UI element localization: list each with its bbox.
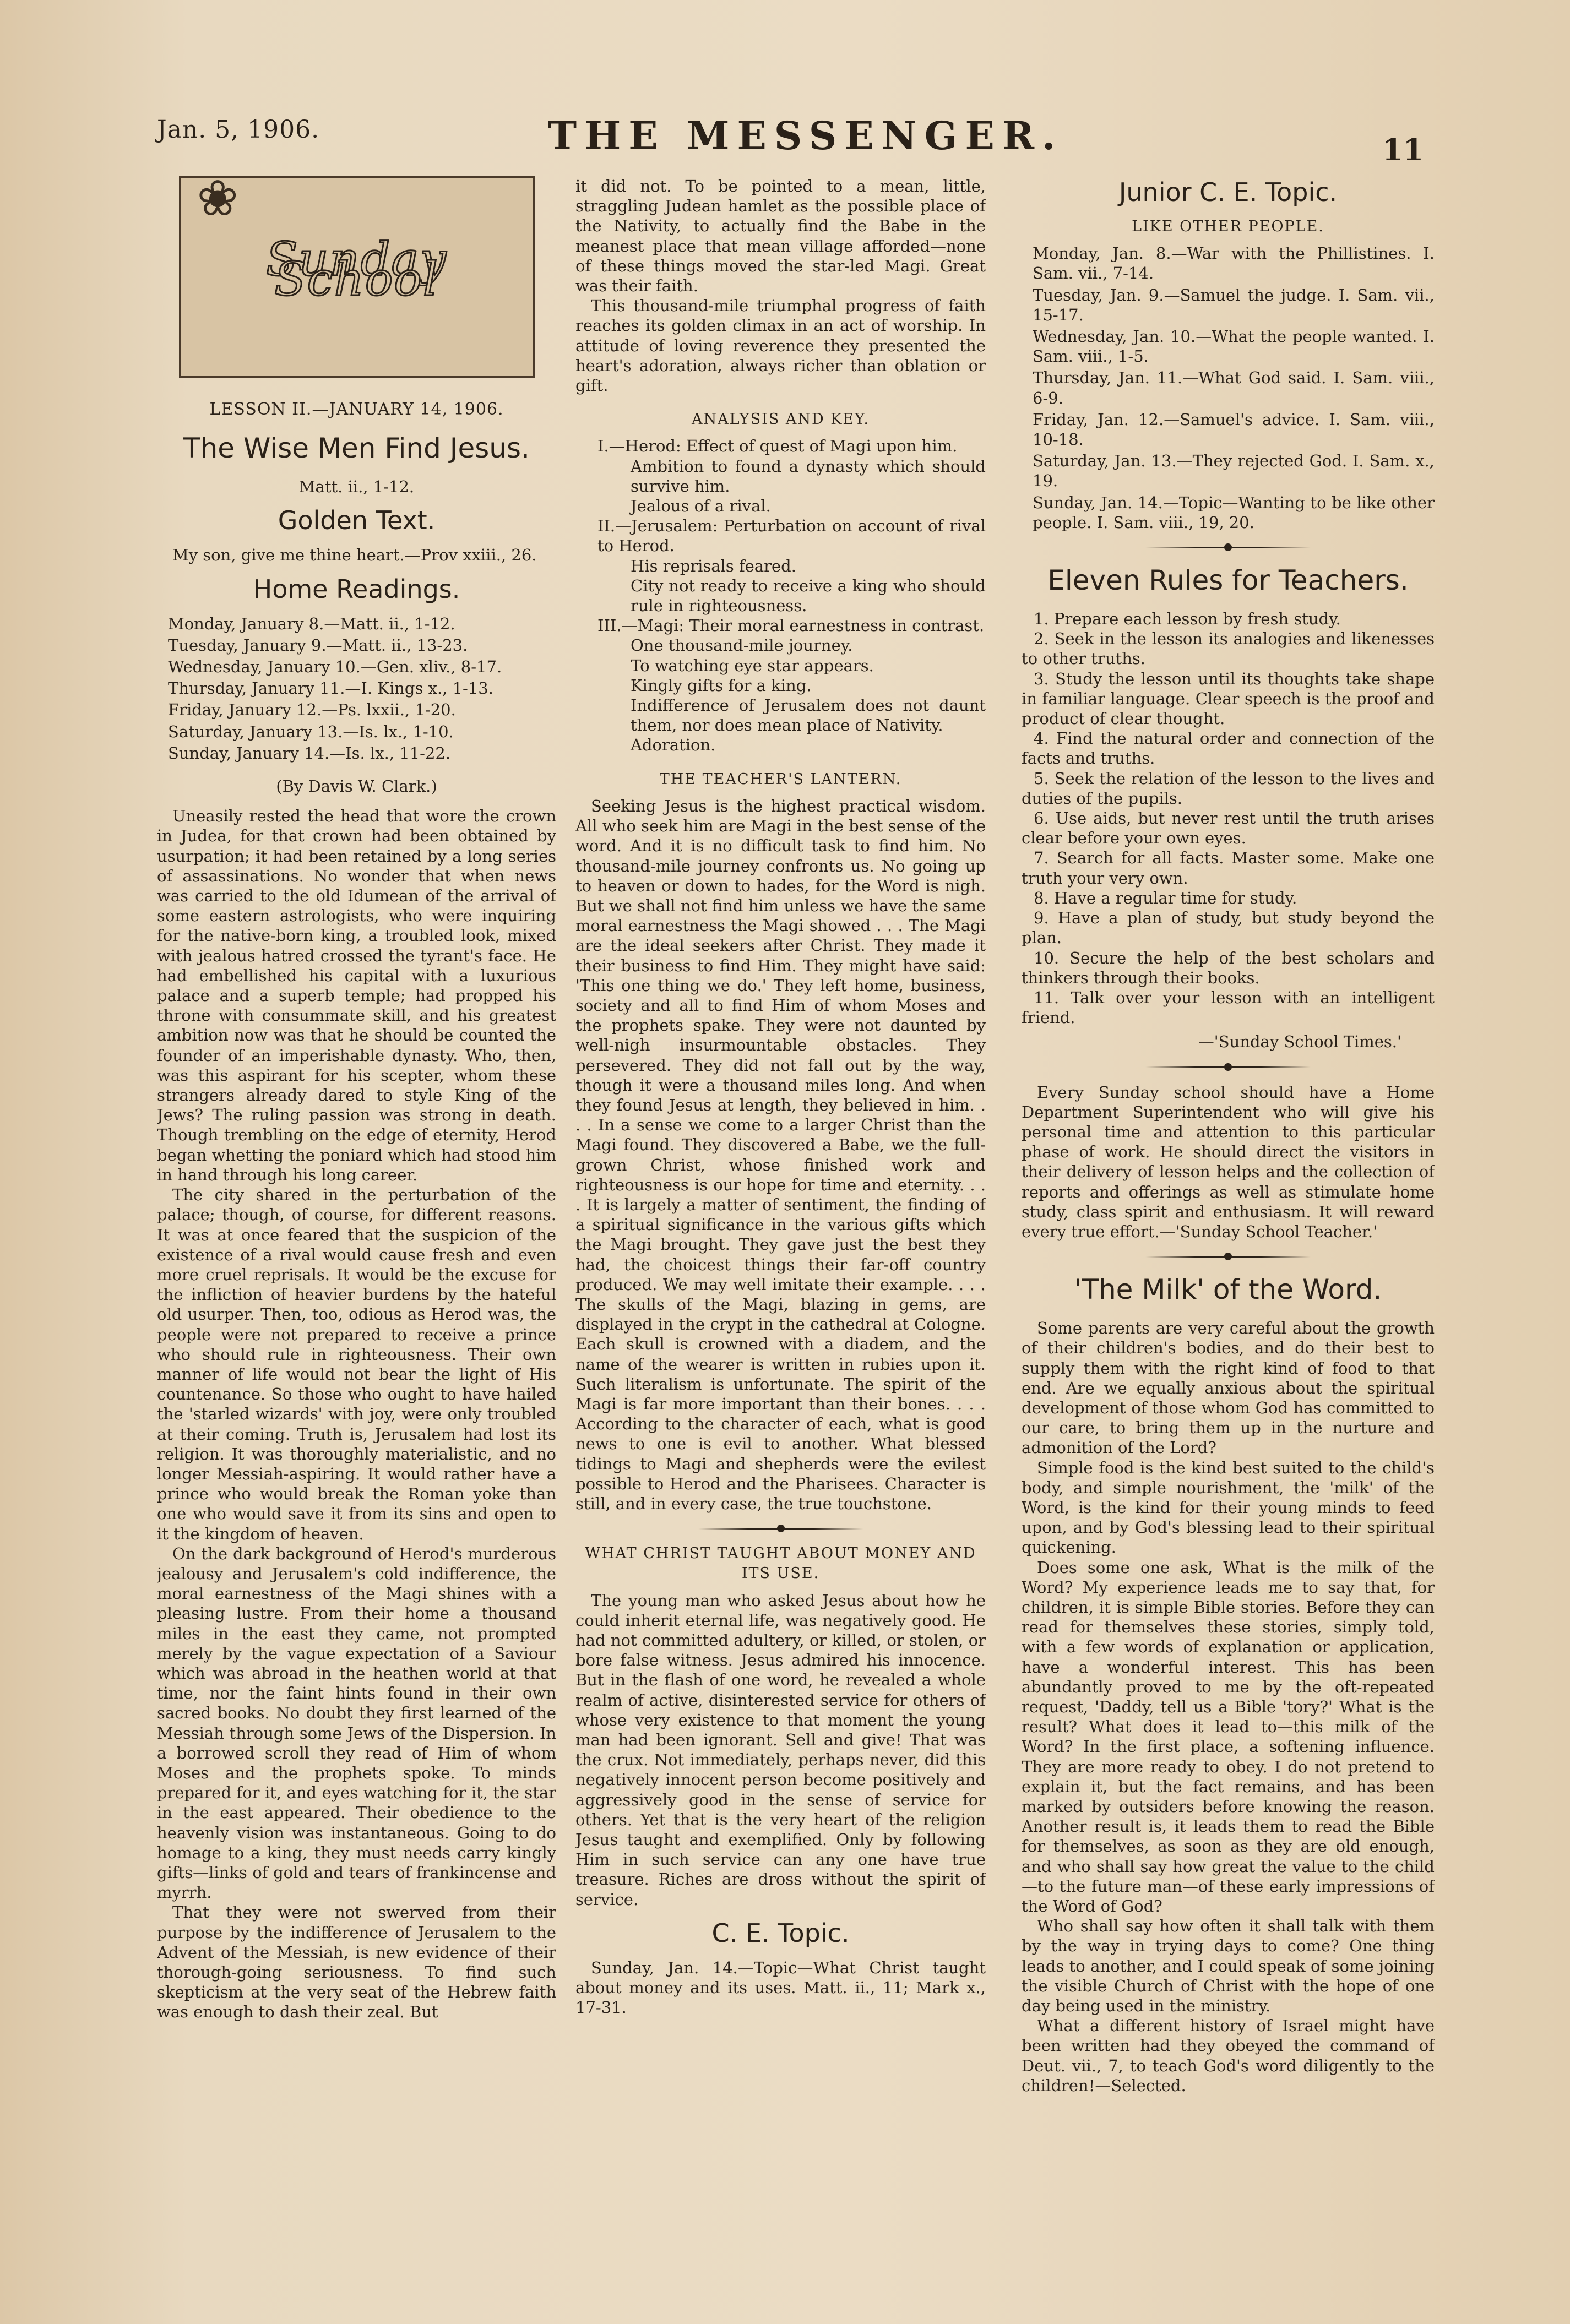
junior-item: Wednesday, Jan. 10.—What the people wanted. I. Sam. viii., 1-5. [1033,327,1435,366]
analysis-item: III.—Magi: Their moral earnestness in contrast. [597,616,985,635]
golden-text: My son, give me thine heart.—Prov xxiii., 26. [172,546,537,565]
junior-item: Saturday, Jan. 13.—They rejected God. I. Sam. x., 19. [1033,451,1435,491]
reading-item: Sunday, January 14.—Is. lx., 11-22. [168,743,451,763]
column-middle [575,176,986,2224]
lantern-text: Seeking Jesus is the highest practical wisdom. All who seek him are Magi in the best sense of the word. And it is no difficult task to find him. No thousand-mile journey confronts us. No going up to heaven or down to hades, for the Word is nigh. But we shall not find him unless we have the same moral earnestness the Magi showed . . . The Magi are the ideal seekers after Christ. They made it their business to find Him. They might have said: 'This one thing we do.' They left home, business, society and all to find Him of whom Moses and the prophets spake. They were not daunted by well-nigh insurmountable obstacles. They persevered. They did not fall out by the way, though it were a thousand miles long. And when they found Jesus at length, they believed in him. . . . In a sense we come to a larger Christ than the Magi found. They discovered a Babe, we the full-grown Christ, whose finished work and righteousness is our hope for time and eternity. . . . It is largely a matter of sentiment, the finding of a spiritual significance in the various gifts which the Magi brought. They gave just the best they had, the choicest things their far-off country produced. We may well imitate their example. . . . The skulls of the Magi, blazing in gems, are displayed in the crypt in the cathedral at Cologne. Each skull is crowned with a diadem, and the name of the wearer is written in rubies upon it. Such literalism is unfortunate. The spirit of the Magi is far more important than their bones. . . . According to the character of each, what is good news to one is evil to another. What blessed tidings to Magi and shepherds were the evilest possible to Herod and the Pharisees. Character is still, and in every case, the true touchstone. [575,796,986,1513]
rule-item: 3. Study the lesson until its thoughts take shape in familiar language. Clear speech is the proof and product of clear thought. [1022,669,1435,728]
lesson-line: LESSON II.—JANUARY 14, 1906. [209,400,504,419]
money-text: The young man who asked Jesus about how he could inherit eternal life, was negatively good. He had not committed adultery, or killed, or stolen, or bore false witness. Jesus admired his innocence. But in the flash of one word, he revealed a whole realm of active, disinterested service for others of whose very existence to that moment the young man had been ignorant. Sell and give! That was the crux. Not immediately, perhaps never, did this negatively innocent person become positively and aggressively good in the sense of service for others. Yet that is the very heart of the religion Jesus taught and exemplified. Only by following Him in such service can any one have true treasure. Riches are dross without the spirit of service. [575,1591,986,1909]
analysis-item: To watching eye star appears. [631,656,874,675]
column-right [1022,176,1435,2224]
analysis-outline [575,436,986,755]
rule-item: 10. Secure the help of the best scholars and thinkers through their books. [1022,948,1435,987]
reading-item: Wednesday, January 10.—Gen. xliv., 8-17. [168,657,502,677]
column-left [157,176,556,2224]
junior-item: Friday, Jan. 12.—Samuel's advice. I. Sam. viii., 10-18. [1033,410,1435,449]
home-readings-list [157,614,556,763]
section-divider [1145,1066,1311,1068]
reading-item: Monday, January 8.—Matt. ii., 1-12. [168,614,455,633]
golden-text-heading: Golden Text. [278,505,436,536]
ce-topic-text: Sunday, Jan. 14.—Topic—What Christ taught about money and its uses. Matt. ii., 11; Mark x., 17-31. [575,1958,986,2017]
article-paragraph: This thousand-mile triumphal progress of faith reaches its golden climax in an act of worship. In attitude of loving reverence they presented the heart's adoration, always richer than oblation or gift. [575,296,986,395]
rule-item: 1. Prepare each lesson by fresh study. [1034,609,1341,629]
rule-item: 9. Have a plan of study, but study beyond the plan. [1022,908,1435,948]
rules-source: —'Sunday School Times.' [1198,1032,1401,1052]
rule-item: 8. Have a regular time for study. [1034,888,1297,907]
reading-item: Saturday, January 13.—Is. lx., 1-10. [168,722,454,741]
article-paragraph: That they were not swerved from their purpose by the indifference of Jerusalem to the Advent of the Messiah, is new evidence of their thorough-going seriousness. To find such skepticism at the very seat of the Hebrew faith was enough to dash their zeal. But [157,1903,556,2022]
home-department-note: Every Sunday school should have a Home Department Superintendent who will give his personal time and attention to this particular phase of work. He should direct the visitors in their delivery of lesson helps and the collection of reports and offerings as well as stimulate home study, class spirit and enthusiasm. It will reward every true effort.—'Sunday School Teacher.' [1022,1082,1435,1241]
analysis-item: Adoration. [631,736,716,755]
analysis-item: City not ready to receive a king who should rule in righteousness. [631,576,986,616]
junior-ce-subheading: LIKE OTHER PEOPLE. [1132,218,1324,235]
flower-ornament-icon: ❀ [197,176,238,227]
home-readings-heading: Home Readings. [253,574,460,604]
article-paragraph: The city shared in the perturbation of the palace; though, of course, for different reasons. It was at once feared that the suspicion of the existence of a rival would cause fresh and even more cruel reprisals. It would be the excuse for the infliction of heavier burdens by the hateful old usurper. Then, too, odious as Herod was, the people were not prepared to receive a prince who should rule in righteousness. Their own manner of life would not bear the light of His countenance. So those who ought to have hailed the 'starled wizards' with joy, were only troubled at their coming. Truth is, Jerusalem had lost its religion. It was thoroughly materialistic, and no longer Messiah-aspiring. It would rather have a prince who would break the Roman yoke than one who would save it from its sins and open to it the kingdom of heaven. [157,1185,556,1543]
article-continuation: it did not. To be pointed to a mean, little, straggling Judean hamlet as the possible place of the Nativity, to actually find the Babe in the meanest place that mean village afforded—none of these things moved the star-led Magi. Great was their faith. [575,177,986,296]
section-divider [698,1528,863,1530]
rule-item: 2. Seek in the lesson its analogies and likenesses to other truths. [1022,629,1435,668]
junior-ce-list [1022,243,1435,532]
article-paragraph: What a different history of Israel might have been written had they obeyed the command of Deut. vii., 7, to teach God's word diligently to the children!—Selected. [1022,2016,1435,2095]
rule-item: 5. Seek the relation of the lesson to the lives and duties of the pupils. [1022,769,1435,808]
byline: (By Davis W. Clark.) [276,777,437,796]
analysis-item: Jealous of a rival. [631,497,771,516]
article-paragraph: Some parents are very careful about the growth of their children's bodies, and do their best to supply them with the right kind of food to that end. Are we equally anxious about the spiritual development of those whom God has committed to our care, to bring them up in the nurture and admonition of the Lord? [1022,1319,1435,1457]
reading-item: Friday, January 12.—Ps. lxxii., 1-20. [168,700,456,720]
junior-item: Sunday, Jan. 14.—Topic—Wanting to be like other people. I. Sam. viii., 19, 20. [1033,493,1435,532]
sunday-school-emblem [179,176,535,378]
lesson-reference: Matt. ii., 1-12. [298,477,415,497]
ce-topic-heading: C. E. Topic. [711,1918,850,1948]
junior-item: Monday, Jan. 8.—War with the Phillistines. I. Sam. vii., 7-14. [1033,244,1435,283]
section-divider [1145,547,1311,548]
analysis-item: I.—Herod: Effect of quest of Magi upon him. [597,437,958,456]
page-number: 11 [1382,132,1424,167]
rules-heading: Eleven Rules for Teachers. [1047,564,1409,597]
analysis-item: His reprisals feared. [631,556,796,575]
rule-item: 4. Find the natural order and connection of the facts and truths. [1022,729,1435,768]
lesson-title: The Wise Men Find Jesus. [183,432,530,465]
emblem-lettering: Sunday School [265,232,448,307]
reading-item: Thursday, January 11.—I. Kings x., 1-13. [168,679,493,698]
analysis-item: Kingly gifts for a king. [631,676,812,695]
analysis-heading: ANALYSIS AND KEY. [691,411,870,428]
milk-heading: 'The Milk' of the Word. [1074,1273,1382,1306]
analysis-item: II.—Jerusalem: Perturbation on account of rival to Herod. [597,516,986,556]
junior-ce-heading: Junior C. E. Topic. [1118,177,1338,207]
article-paragraph: Simple food is the kind best suited to the child's body, and simple nourishment, the 'milk' of the Word, is the kind for their young minds to feed upon, and by God's blessing lead to their spiritual quickening. [1022,1458,1435,1557]
article-paragraph: On the dark background of Herod's murderous jealousy and Jerusalem's cold indifference, the moral earnestness of the Magi shines with a pleasing lustre. From their home a thousand miles in the east they came, not prompted merely by the vague expectation of a Saviour which was abroad in the heathen world at that time, nor the faint hints found in their own sacred books. No doubt they first learned of the Messiah through some Jews of the Dispersion. In a borrowed scroll they read of Him of whom Moses and the prophets spoke. To minds prepared for it, and eyes watching for it, the star in the east appeared. Their obedience to the heavenly vision was instantaneous. Going to do homage to a king, they must needs carry kingly gifts—links of gold and tears of frankincense and myrrh. [157,1544,556,1902]
reading-item: Tuesday, January 9.—Matt. ii., 13-23. [168,635,468,655]
article-paragraph: Uneasily rested the head that wore the crown in Judea, for that crown had been obtained by usurpation; it had been retained by a long series of assassinations. No wonder that when news was carried to the old Idumean of the arrival of some eastern astrologists, who were inquiring for the native-born king, a troubled look, mixed with jealous hatred crossed the tyrant's face. He had embellished his capital with a luxurious palace and a superb temple; had propped his throne with consummate skill, and his greatest ambition now was that he should be counted the founder of an imperishable dynasty. Who, then, was this aspirant for his scepter, whom these strangers already dared to style King of the Jews? The ruling passion was strong in death. Though trembling on the edge of eternity, Herod began whetting the poniard which had stood him in hand through his long career. [157,807,556,1184]
junior-item: Tuesday, Jan. 9.—Samuel the judge. I. Sam. vii., 15-17. [1033,285,1435,324]
money-heading: WHAT CHRIST TAUGHT ABOUT MONEY AND ITS USE. [585,1545,976,1582]
rule-item: 7. Search for all facts. Master some. Make one truth your very own. [1022,848,1435,888]
junior-item: Thursday, Jan. 11.—What God said. I. Sam. viii., 6-9. [1033,368,1435,407]
analysis-item: One thousand-mile journey. [631,636,853,655]
issue-date: Jan. 5, 1906. [157,116,320,144]
article-paragraph: Who shall say how often it shall talk with them by the way in trying days to come? One thing leads to another, and I could speak of some joining the visible Church of Christ with the hope of one day being used in the ministry. [1022,1917,1435,2016]
article-paragraph: Does some one ask, What is the milk of the Word? My experience leads me to say that, for children, it is simple Bible stories. Before they can read for themselves these stories, simply told, with a few words of explanation or application, have a wonderful interest. This has been abundantly proved to me by the oft-repeated request, 'Daddy, tell us a Bible 'tory?' What is the result? What does it lead to—this milk of the Word? In the first place, a softening influence. They are more ready to obey. I do not pretend to explain it, but the fact remains, and has been marked by outsiders before knowing the reason. Another result is, it leads them to read the Bible for themselves, as soon as they are old enough, and who shall say how great the value to the child—to the future man—of these early impressions of the Word of God? [1022,1558,1435,1916]
lantern-heading: THE TEACHER'S LANTERN. [659,770,902,788]
section-divider [1145,1256,1311,1258]
newspaper-title: THE MESSENGER. [548,113,1063,159]
rules-list [1022,609,1435,1027]
rule-item: 11. Talk over your lesson with an intelligent friend. [1022,988,1435,1027]
analysis-item: Indifference of Jerusalem does not daunt them, nor does mean place of Nativity. [631,696,986,735]
analysis-item: Ambition to found a dynasty which should survive him. [631,456,986,496]
rule-item: 6. Use aids, but never rest until the truth arises clear before your own eyes. [1022,809,1435,848]
